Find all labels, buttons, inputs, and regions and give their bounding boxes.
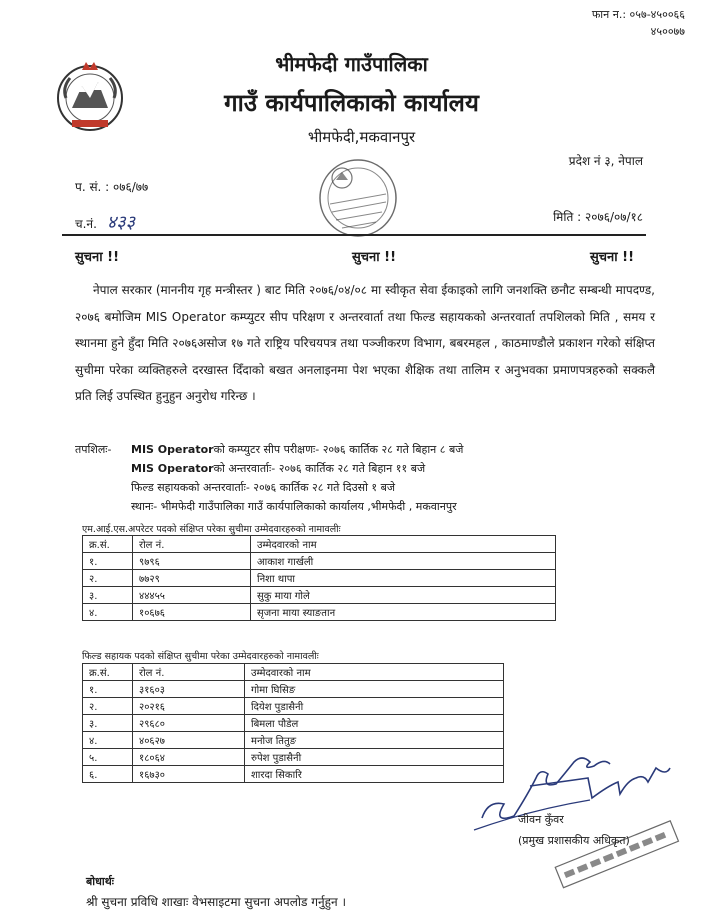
col-header-roll: रोल नं.	[133, 536, 251, 553]
mis-operator-candidates-table	[82, 535, 556, 621]
cell-roll: २०२१६	[133, 698, 245, 715]
notice-heading-left: सुचना !!	[75, 250, 120, 265]
cell-roll: १६७३०	[133, 766, 245, 783]
cell-name: निशा थापा	[251, 570, 556, 587]
cell-sn: २.	[83, 698, 133, 715]
table-row	[83, 587, 556, 604]
cell-roll: १८०६४	[133, 749, 245, 766]
field-assistant-candidates-table	[82, 663, 504, 783]
notice-heading-right: सुचना !!	[590, 250, 635, 265]
reference-number: प. सं. : ०७६/७७	[75, 180, 149, 194]
signer-role: (प्रमुख प्रशासकीय अधिकृत)	[518, 834, 630, 847]
col-header-name: उम्मेदवारको नाम	[251, 536, 556, 553]
phone-line-1: फान न.: ०५७-४५००६६	[591, 8, 685, 21]
table-row	[83, 553, 556, 570]
cell-sn: ४.	[83, 732, 133, 749]
cell-name: सृजना माया स्याङतान	[251, 604, 556, 621]
cell-sn: २.	[83, 570, 133, 587]
col-header-sn: क्र.सं.	[83, 664, 133, 681]
office-location: भीमफेदी,मकवानपुर	[307, 128, 416, 146]
col-header-sn: क्र.सं.	[83, 536, 133, 553]
table-row	[83, 698, 504, 715]
letter-date: मिति : २०७६/०७/१८	[553, 210, 643, 224]
schedule-row	[75, 478, 463, 497]
table-row	[83, 570, 556, 587]
table2-title: फिल्ड सहायक पदको संक्षिप्त सुचीमा परेका उम्मेदवारहरुको नामावलीः	[82, 651, 319, 662]
cell-name: मनोज तितुङ	[245, 732, 504, 749]
schedule-row	[75, 440, 463, 459]
office-stamp	[302, 150, 412, 242]
cell-name: रुपेश पुडासैनी	[245, 749, 504, 766]
dispatch-number: ४३३	[106, 212, 136, 233]
schedule-text: को अन्तरवार्ताः- २०७६ कार्तिक २८ गते बिहान ११ बजे	[213, 462, 426, 475]
cell-roll: १०६७६	[133, 604, 251, 621]
cell-sn: १.	[83, 681, 133, 698]
schedule-row	[75, 497, 463, 516]
cell-name: दियेश पुडासैनी	[245, 698, 504, 715]
cell-name: आकाश गार्खली	[251, 553, 556, 570]
table-row	[83, 749, 504, 766]
col-header-name: उम्मेदवारको नाम	[245, 664, 504, 681]
schedule-text: फिल्ड सहायकको अन्तरवार्ताः- २०७६ कार्तिक २८ गते दिउसो १ बजे	[131, 481, 396, 494]
cell-roll: ४४४५५	[133, 587, 251, 604]
office-name: भीमफेदी गाउँपालिका	[275, 52, 428, 76]
cell-name: गोमा घिसिङ	[245, 681, 504, 698]
signer-name: जीवन कुँवर	[518, 813, 564, 826]
cell-roll: ९७९६	[133, 553, 251, 570]
schedule-row	[75, 459, 463, 478]
cc-text: श्री सुचना प्रविधि शाखाः वेभसाइटमा सुचना अपलोड गर्नुहुन ।	[86, 895, 347, 909]
dispatch-number-row	[75, 210, 135, 234]
cell-roll: ३१६०३	[133, 681, 245, 698]
cell-sn: ५.	[83, 749, 133, 766]
cell-sn: ६.	[83, 766, 133, 783]
col-header-roll: रोल नं.	[133, 664, 245, 681]
notice-heading-center: सुचना !!	[352, 250, 397, 265]
schedule-text: स्थानः- भीमफेदी गाउँपालिका गाउँ कार्यपालिकाको कार्यालय ,भीमफेदी , मकवानपुर	[131, 500, 457, 513]
cell-name: सुकु माया गोले	[251, 587, 556, 604]
cell-name: शारदा सिकारि	[245, 766, 504, 783]
table1-title: एम.आई.एस.अपरेटर पदको संक्षिप्त परेका सुचीमा उम्मेदवारहरुको नामावलीः	[82, 524, 341, 535]
cc-label: बोधार्थः	[86, 875, 114, 888]
table-row	[83, 604, 556, 621]
schedule-role: MIS Operator	[131, 443, 214, 456]
schedule-text: को कम्प्युटर सीप परीक्षणः- २०७६ कार्तिक २८ गते बिहान ८ बजे	[213, 443, 464, 456]
schedule-block	[75, 440, 463, 516]
cell-sn: १.	[83, 553, 133, 570]
phone-block	[592, 6, 685, 40]
dispatch-label: च.नं.	[75, 217, 97, 231]
cell-sn: ३.	[83, 715, 133, 732]
table-row	[83, 732, 504, 749]
cell-name: बिमला पौडेल	[245, 715, 504, 732]
notice-body: नेपाल सरकार (माननीय गृह मन्त्रीस्तर ) बाट मिति २०७६/०४/०८ मा स्वीकृत सेवा ईकाइको लागि जनशक्ति छनौट सम्बन्धी मापदण्ड, २०७६ बमोजिम MIS Operator कम्प्युटर सीप परिक्षण र अन्तरवार्ता तथा फिल्ड सहायकको अन्तरवार्ता तपशिलको मिति , समय र स्थानमा हुने हुँदा मिति २०७६असोज १७ गते राष्ट्रिय परिचयपत्र तथा पञ्जीकरण विभाग, बबरमहल , काठमाण्डौले प्रकाशन गरेको संक्षिप्त सुचीमा परेका व्यक्तिहरुले दरखास्त दिँदाको बखत अनलाइनमा पेश भएका शैक्षिक तथा तालिम र अनुभवका प्रमाणपत्रहरुको सक्कलै प्रति लिई उपस्थित हुनुहुन अनुरोध गरिन्छ ।	[75, 283, 655, 403]
designation-stamp	[545, 820, 685, 890]
province: प्रदेश नं ३, नेपाल	[568, 154, 643, 168]
cell-sn: ३.	[83, 587, 133, 604]
cell-sn: ४.	[83, 604, 133, 621]
phone-line-2: ४५००७७	[650, 25, 685, 38]
table-row	[83, 766, 504, 783]
schedule-role: MIS Operator	[131, 462, 214, 475]
cell-roll: ४०६२७	[133, 732, 245, 749]
cell-roll: ७७२९	[133, 570, 251, 587]
table-row	[83, 681, 504, 698]
table-header-row	[83, 664, 504, 681]
table-row	[83, 715, 504, 732]
office-title: गाउँ कार्यपालिकाको कार्यालय	[224, 89, 479, 117]
header-divider	[62, 234, 646, 236]
schedule-label: तपशिलः-	[75, 443, 112, 456]
table-header-row	[83, 536, 556, 553]
cell-roll: २९६८०	[133, 715, 245, 732]
